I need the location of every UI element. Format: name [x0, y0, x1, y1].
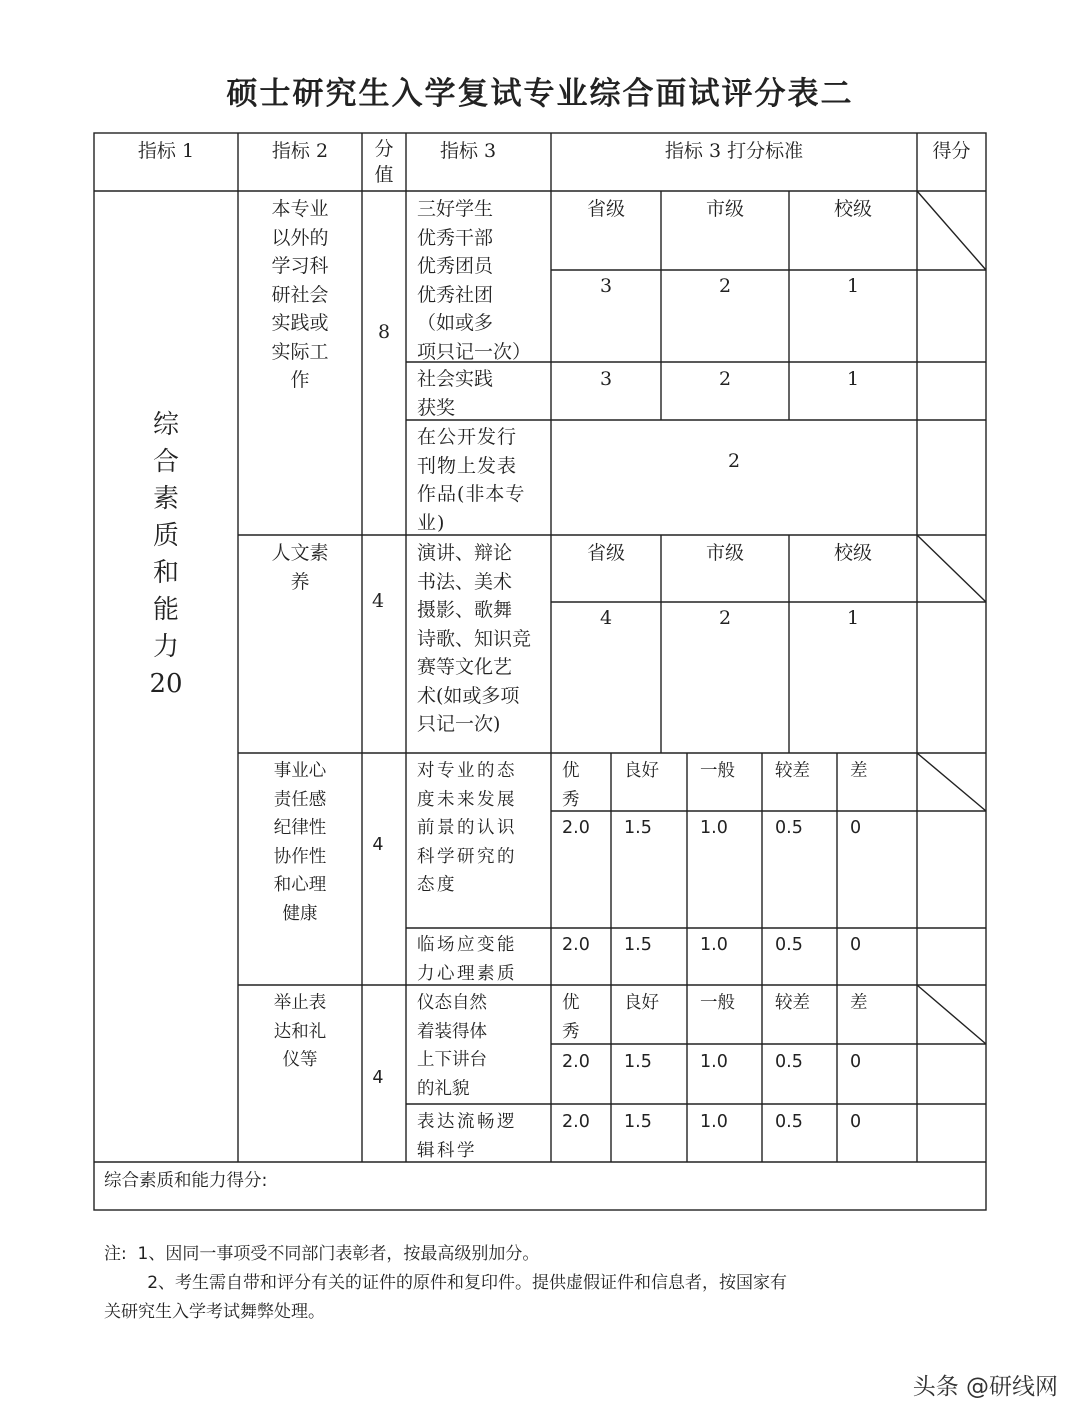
sec1-item1-score-2: 2 [718, 275, 732, 297]
sec2-name: 人文素 养 [271, 542, 329, 593]
sec4-item1-score-5: 0 [850, 1052, 862, 1072]
sec2-level-1: 省级 [586, 542, 625, 564]
header-col3: 分 值 [374, 138, 394, 186]
total-score-label: 综合素质和能力得分: [104, 1171, 268, 1191]
sec1-item1-label: 三好学生 优秀干部 优秀团员 优秀社团 （如或多 项只记一次） [417, 198, 532, 363]
sec3-item1-score-3: 1.0 [700, 818, 728, 838]
sec4-item1-label: 仪态自然 着装得体 上下讲台 的礼貌 [417, 993, 487, 1099]
sec4-item2-label: 表达流畅逻 辑科学 [417, 1112, 517, 1161]
sec4-grade-3: 一般 [700, 993, 735, 1013]
sec3-item1-score-5: 0 [850, 818, 862, 838]
sec3-item2-score-3: 1.0 [700, 935, 728, 955]
sec3-item2-score-2: 1.5 [624, 935, 652, 955]
header-col5: 指标 3 打分标准 [664, 140, 804, 162]
sec3-name: 事业心 责任感 纪律性 协作性 和心理 健康 [273, 761, 327, 924]
sec2-score-1: 4 [599, 607, 613, 629]
sec4-item1-score-1: 2.0 [562, 1052, 590, 1072]
page-title: 硕士研究生入学复试专业综合面试评分表二 [226, 76, 854, 112]
sec2-level-3: 校级 [833, 542, 872, 564]
sec4-item2-score-1: 2.0 [562, 1112, 590, 1132]
sec3-grade-1: 优 秀 [562, 761, 580, 810]
sec3-item2-score-5: 0 [850, 935, 862, 955]
header-col4: 指标 3 [440, 140, 497, 162]
sec1-item3-score: 2 [727, 450, 741, 472]
sec2-level-2: 市级 [705, 542, 744, 564]
sec1-item2-score-3: 1 [846, 368, 860, 390]
sec2-score-2: 2 [718, 607, 732, 629]
note-line-1: 注: 1、因同一事项受不同部门表彰者，按最高级别加分。 [104, 1244, 540, 1264]
sec1-item2-score-2: 2 [718, 368, 732, 390]
sec2-points: 4 [371, 590, 385, 612]
sec4-points: 4 [372, 1068, 384, 1088]
sec4-item1-score-4: 0.5 [775, 1052, 803, 1072]
sec1-item2-score-1: 3 [599, 368, 613, 390]
sec3-grade-3: 一般 [700, 761, 735, 781]
header-col1: 指标 1 [137, 140, 195, 162]
sec1-item3-label: 在公开发行 刊物上发表 作品(非本专 业) [417, 426, 526, 534]
header-col6: 得分 [932, 140, 971, 162]
sec2-label: 演讲、辩论 书法、美术 摄影、歌舞 诗歌、知识竞 赛等文化艺 术(如或多项 只记一次) [417, 542, 532, 735]
sec3-item1-score-1: 2.0 [562, 818, 590, 838]
sec4-grade-5: 差 [850, 993, 868, 1013]
sec3-grade-2: 良好 [624, 761, 659, 781]
sec1-item1-score-1: 3 [599, 275, 613, 297]
sec4-item2-score-4: 0.5 [775, 1112, 803, 1132]
note-line-3: 关研究生入学考试舞弊处理。 [104, 1302, 325, 1322]
sec3-item1-score-4: 0.5 [775, 818, 803, 838]
sec4-grade-4: 较差 [775, 993, 810, 1013]
category-label: 综 合 素 质 和 能 力 20 [149, 410, 183, 699]
sec3-points: 4 [372, 835, 384, 855]
sec3-item2-label: 临场应变能 力心理素质 [417, 935, 517, 984]
sec4-grade-2: 良好 [624, 993, 659, 1013]
sec1-points: 8 [377, 321, 391, 343]
sec3-item1-score-2: 1.5 [624, 818, 652, 838]
sec3-item1-label: 对专业的态 度未来发展 前景的认识 科学研究的 态度 [417, 761, 517, 895]
sec4-name: 举止表 达和礼 仪等 [273, 993, 327, 1070]
sec4-item2-score-3: 1.0 [700, 1112, 728, 1132]
sec1-level-1: 省级 [586, 198, 625, 220]
sec4-item2-score-5: 0 [850, 1112, 862, 1132]
header-col2: 指标 2 [271, 140, 329, 162]
sec1-level-3: 校级 [833, 198, 872, 220]
note-line-2: 2、考生需自带和评分有关的证件的原件和复印件。提供虚假证件和信息者，按国家有 [104, 1273, 788, 1293]
sec3-item2-score-1: 2.0 [562, 935, 590, 955]
sec3-grade-5: 差 [850, 761, 868, 781]
sec4-item1-score-3: 1.0 [700, 1052, 728, 1072]
sec4-item1-score-2: 1.5 [624, 1052, 652, 1072]
sec4-item2-score-2: 1.5 [624, 1112, 652, 1132]
sec1-name: 本专业 以外的 学习科 研社会 实践或 实际工 作 [271, 198, 329, 391]
sec3-grade-4: 较差 [775, 761, 810, 781]
watermark: 头条 @研线网 [912, 1374, 1058, 1400]
sec1-item1-score-3: 1 [846, 275, 860, 297]
sec3-item2-score-4: 0.5 [775, 935, 803, 955]
sec2-score-3: 1 [846, 607, 860, 629]
sec4-grade-1: 优 秀 [562, 993, 580, 1042]
sec1-item2-label: 社会实践 获奖 [417, 368, 494, 419]
sec1-level-2: 市级 [705, 198, 744, 220]
